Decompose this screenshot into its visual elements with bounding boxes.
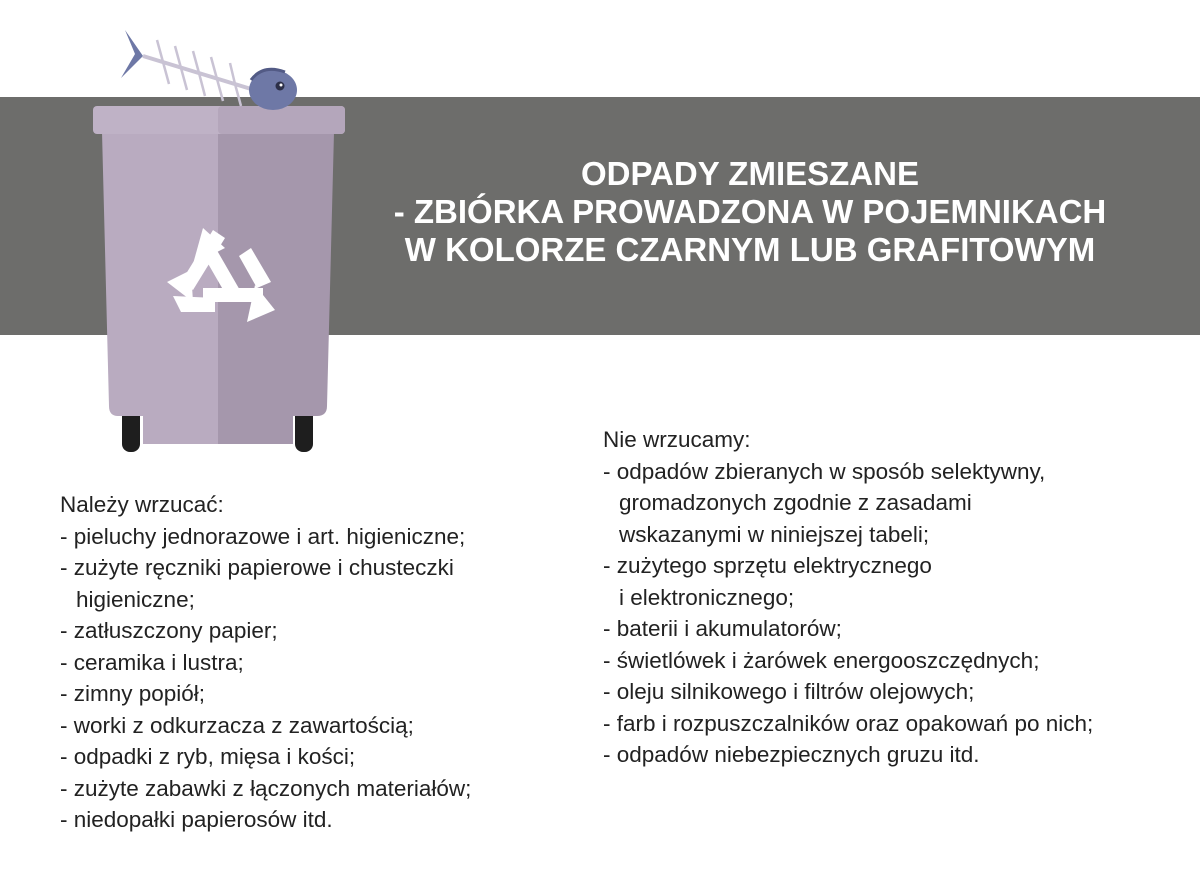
waste-bin-icon <box>85 20 365 460</box>
title-line-2: - ZBIÓRKA PROWADZONA W POJEMNIKACH <box>393 193 1107 230</box>
list-item: - farb i rozpuszczalników oraz opakowań po nich; <box>603 710 1094 736</box>
list-item: - odpadki z ryb, mięsa i kości; <box>60 744 356 769</box>
list-item: - baterii i akumulatorów; <box>603 616 842 641</box>
list-item: - zużyte ręczniki papierowe i chusteczki higieniczne; <box>60 555 454 612</box>
title-line-1: ODPADY ZMIESZANE <box>581 155 919 192</box>
list-item: - zużytego sprzętu elektrycznego i elektronicznego; <box>603 553 932 610</box>
list-item: - zimny popiół; <box>60 681 206 706</box>
list-item: - oleju silnikowego i filtrów olejowych; <box>603 679 975 704</box>
list-item: - odpadów zbieranych w sposób selektywny, gromadzonych zgodnie z zasadami wskazanymi w niniejszej tabeli; <box>603 458 1046 547</box>
title-line-3: W KOLORZE CZARNYM LUB GRAFITOWYM <box>404 231 1096 268</box>
list-item: - świetlówek i żarówek energooszczędnych; <box>603 647 1040 673</box>
list-item: - ceramika i lustra; <box>60 649 244 675</box>
fish-bone-icon <box>121 30 297 110</box>
allowed-waste-list <box>60 489 471 836</box>
allowed-heading: Należy wrzucać: <box>60 492 224 517</box>
bin-lid-shade <box>218 106 345 134</box>
bin-body-left <box>102 132 218 444</box>
forbidden-waste-list <box>603 424 1093 771</box>
list-item: - pieluchy jednorazowe i art. higieniczne; <box>60 523 466 549</box>
list-item: - zatłuszczony papier; <box>60 618 278 643</box>
list-item: - odpadów niebezpiecznych gruzu itd. <box>603 742 980 767</box>
list-item: - worki z odkurzacza z zawartością; <box>60 712 414 738</box>
page-title <box>370 155 1130 269</box>
list-item: - zużyte zabawki z łączonych materiałów; <box>60 775 472 801</box>
list-item: - niedopałki papierosów itd. <box>60 807 333 832</box>
forbidden-heading: Nie wrzucamy: <box>603 427 751 452</box>
